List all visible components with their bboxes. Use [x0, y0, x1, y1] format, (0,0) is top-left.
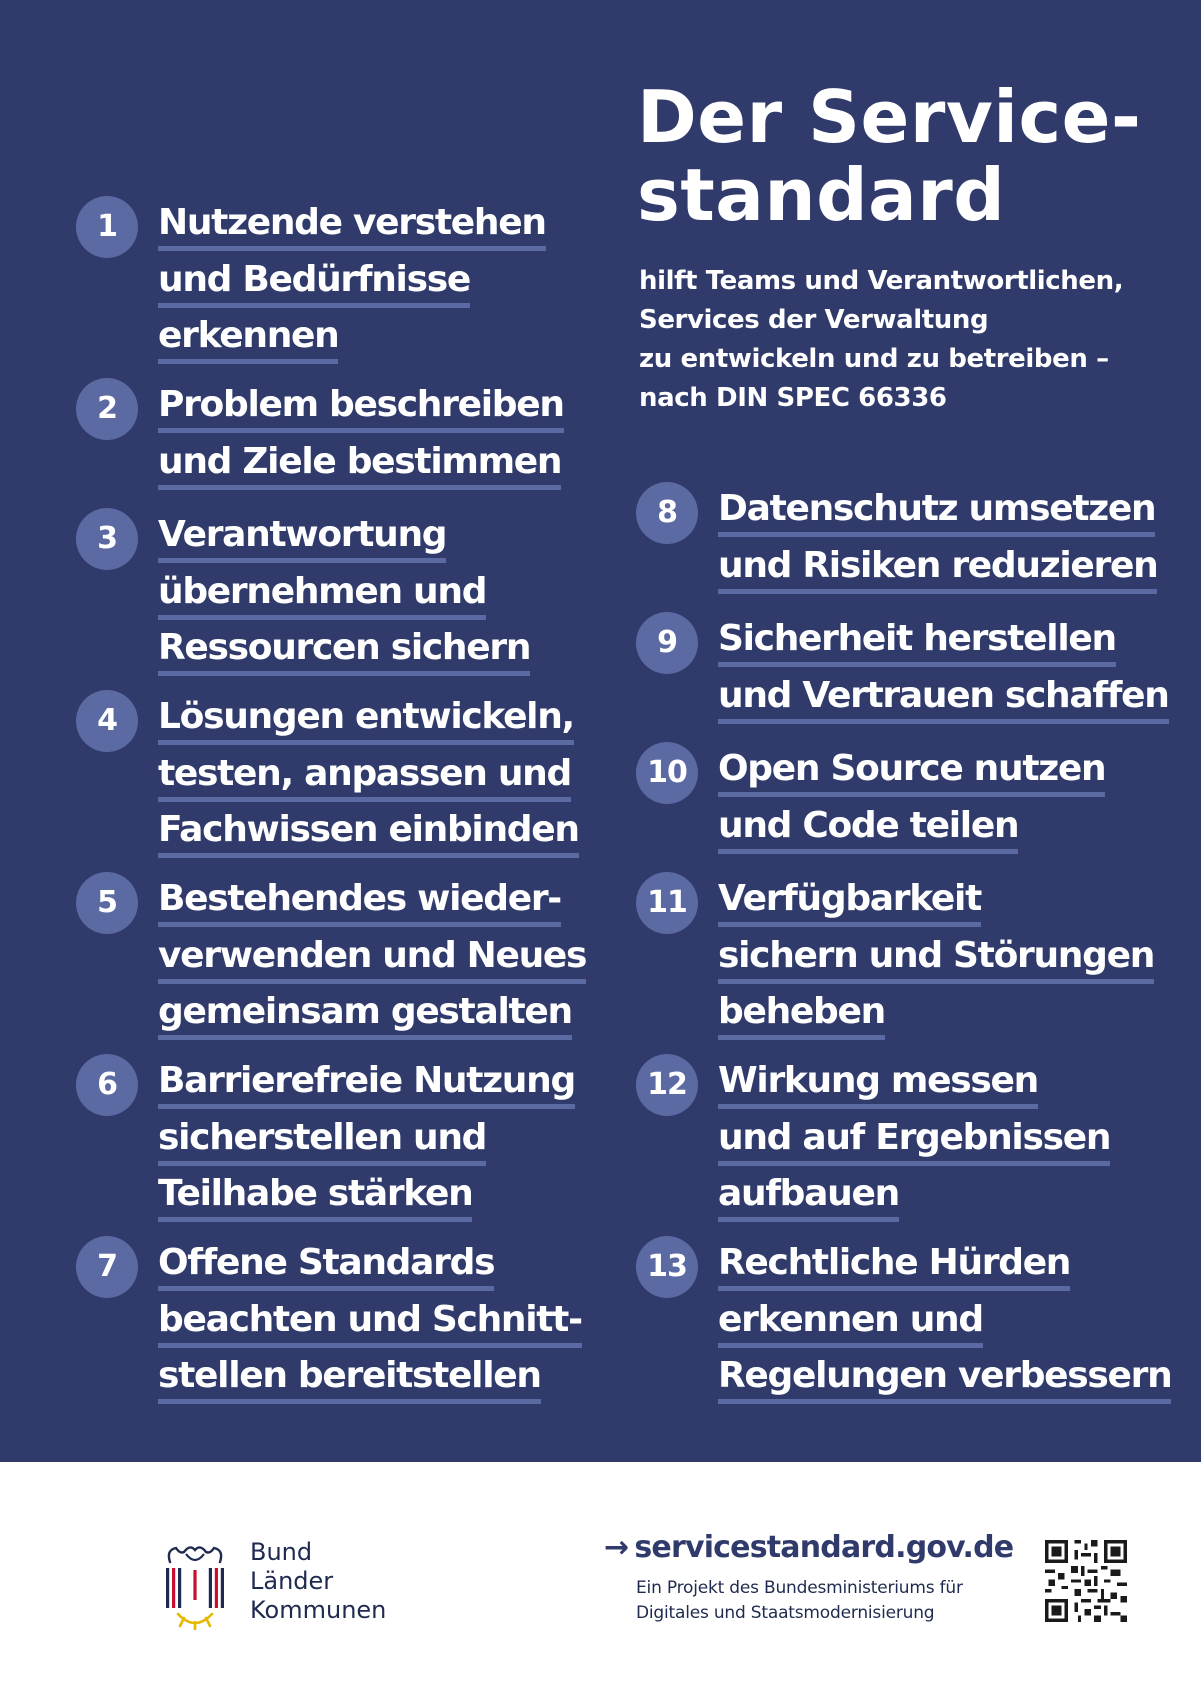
item-line: beachten und Schnitt- [158, 1297, 582, 1348]
item-line: Datenschutz umsetzen [718, 486, 1155, 537]
item-line: Bestehendes wieder- [158, 876, 561, 927]
item-line: aufbauen [718, 1171, 899, 1222]
arrow-right-icon: → [604, 1530, 629, 1565]
item-number-badge: 3 [76, 508, 138, 570]
item-label [718, 746, 1105, 859]
item-line: Wirkung messen [718, 1058, 1038, 1109]
item-number-badge: 13 [636, 1236, 698, 1298]
item-label [718, 1240, 1171, 1410]
item-line: Regelungen verbessern [718, 1353, 1171, 1404]
item-line: Barrierefreie Nutzung [158, 1058, 575, 1109]
logo-line: Bund [250, 1538, 313, 1566]
item-line: Problem beschreiben [158, 382, 564, 433]
item-line: und Code teilen [718, 803, 1018, 854]
item-label [158, 200, 546, 370]
item-line: gemeinsam gestalten [158, 989, 572, 1040]
item-label [158, 1058, 575, 1228]
item-line: Sicherheit herstellen [718, 616, 1116, 667]
item-line: beheben [718, 989, 885, 1040]
item-line: erkennen [158, 313, 338, 364]
item-line: Open Source nutzen [718, 746, 1105, 797]
website-link[interactable] [604, 1528, 1013, 1568]
item-line: erkennen und [718, 1297, 983, 1348]
item-label [718, 876, 1154, 1046]
item-line: Teilhabe stärken [158, 1171, 472, 1222]
item-line: sichern und Störungen [718, 933, 1154, 984]
item-line: und Ziele bestimmen [158, 439, 561, 490]
title-line: standard [637, 153, 1006, 237]
item-number-badge: 2 [76, 378, 138, 440]
item-line: sicherstellen und [158, 1115, 486, 1166]
item-line: Nutzende verstehen [158, 200, 546, 251]
item-label [718, 616, 1169, 729]
item-number-badge: 10 [636, 742, 698, 804]
item-line: verwenden und Neues [158, 933, 586, 984]
item-number-badge: 8 [636, 482, 698, 544]
item-number-badge: 5 [76, 872, 138, 934]
item-number-badge: 4 [76, 690, 138, 752]
item-line: und Vertrauen schaffen [718, 673, 1169, 724]
qr-code-icon[interactable] [1045, 1540, 1127, 1622]
item-number-badge: 1 [76, 196, 138, 258]
item-line: Verantwortung [158, 512, 446, 563]
logo-line: Kommunen [250, 1596, 387, 1624]
intro-line: Services der Verwaltung [639, 305, 989, 335]
item-line: Lösungen entwickeln, [158, 694, 574, 745]
intro-line: hilft Teams und Verantwortlichen, [639, 266, 1124, 296]
item-number-badge: 9 [636, 612, 698, 674]
item-line: und auf Ergebnissen [718, 1115, 1110, 1166]
intro-line: nach DIN SPEC 66336 [639, 383, 947, 413]
item-line: Offene Standards [158, 1240, 494, 1291]
item-line: übernehmen und [158, 569, 486, 620]
item-line: und Risiken reduzieren [718, 543, 1157, 594]
item-line: und Bedürfnisse [158, 257, 470, 308]
item-label [158, 382, 564, 495]
title-line: Der Service- [637, 75, 1142, 159]
item-number-badge: 7 [76, 1236, 138, 1298]
item-label [718, 1058, 1110, 1228]
website-url[interactable]: servicestandard.gov.de [634, 1530, 1014, 1565]
item-number-badge: 11 [636, 872, 698, 934]
item-line: testen, anpassen und [158, 751, 571, 802]
item-label [158, 876, 586, 1046]
federal-eagle-logo-icon [160, 1540, 230, 1630]
logo-line: Länder [250, 1567, 334, 1595]
credit-line: Digitales und Staatsmodernisierung [636, 1603, 935, 1623]
item-number-badge: 12 [636, 1054, 698, 1116]
item-label [158, 512, 530, 682]
credit-line: Ein Projekt des Bundesministeriums für [636, 1578, 963, 1598]
page-title [637, 75, 1157, 237]
intro-line: zu entwickeln und zu betreiben – [639, 344, 1109, 374]
item-line: Verfügbarkeit [718, 876, 981, 927]
project-credit [636, 1576, 963, 1626]
item-number-badge: 6 [76, 1054, 138, 1116]
item-label [718, 486, 1157, 599]
bund-laender-kommunen-text [250, 1538, 386, 1625]
item-line: Rechtliche Hürden [718, 1240, 1070, 1291]
item-line: Ressourcen sichern [158, 625, 530, 676]
intro-text [639, 262, 1139, 418]
item-label [158, 694, 579, 864]
item-label [158, 1240, 582, 1410]
item-line: Fachwissen einbinden [158, 807, 579, 858]
item-line: stellen bereitstellen [158, 1353, 541, 1404]
